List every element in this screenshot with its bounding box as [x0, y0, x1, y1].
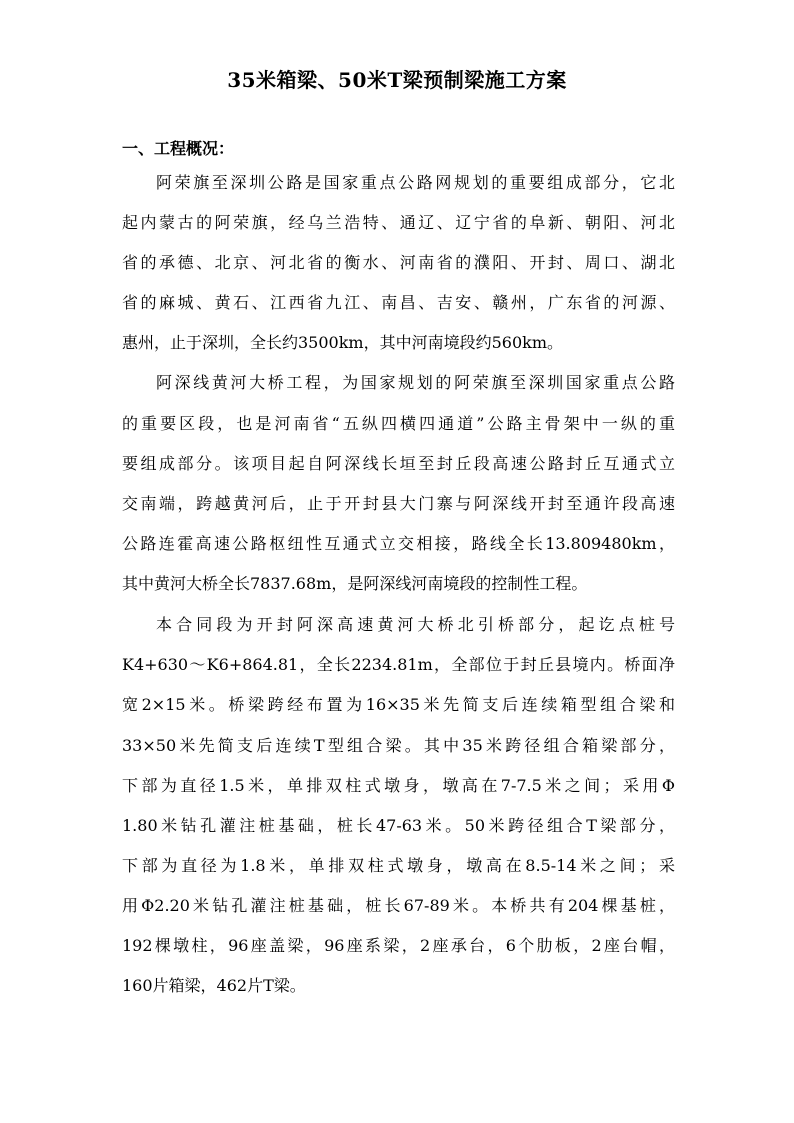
document-title: 35米箱梁、50米T梁预制梁施工方案 — [227, 68, 567, 92]
paragraph-3-line-10: 160片箱梁，462片T梁。 — [122, 976, 306, 995]
paragraph-2-line-3: 要组成部分。该项目起自阿深线长垣至封丘段高速公路封丘互通式立 — [122, 454, 675, 473]
paragraph-1-line-3: 省的承德、北京、河北省的衡水、河南省的濮阳、开封、周口、湖北 — [122, 253, 675, 272]
paragraph-1-line-4: 省的麻城、黄石、江西省九江、南昌、吉安、赣州，广东省的河源、 — [122, 293, 675, 312]
paragraph-1-line-1: 阿荣旗至深圳公路是国家重点公路网规划的重要组成部分，它北 — [156, 173, 675, 192]
paragraph-2-line-2: 的重要区段，也是河南省“五纵四横四通道”公路主骨架中一纵的重 — [122, 414, 675, 433]
paragraph-1-line-2: 起内蒙古的阿荣旗，经乌兰浩特、通辽、辽宁省的阜新、朝阳、河北 — [122, 213, 675, 232]
paragraph-3-line-8: 用Φ2.20米钻孔灌注桩基础，桩长67-89米。本桥共有204棵基桩， — [122, 896, 675, 915]
section-heading: 一、工程概况： — [122, 139, 235, 158]
paragraph-3-line-9: 192棵墩柱，96座盖梁，96座系梁，2座承台，6个肋板，2座台帽， — [122, 936, 675, 955]
paragraph-3-line-3: 宽2×15米。桥梁跨经布置为16×35米先简支后连续箱型组合梁和 — [122, 695, 675, 714]
paragraph-2-line-1: 阿深线黄河大桥工程，为国家规划的阿荣旗至深圳国家重点公路 — [156, 373, 675, 392]
paragraph-3-line-4: 33×50米先简支后连续T型组合梁。其中35米跨径组合箱梁部分， — [122, 736, 675, 755]
paragraph-3-line-6: 1.80米钻孔灌注桩基础，桩长47-63米。50米跨径组合T梁部分， — [122, 816, 675, 835]
paragraph-2-line-4: 交南端，跨越黄河后，止于开封县大门寨与阿深线开封至通许段高速 — [122, 494, 675, 513]
paragraph-1-line-5: 惠州，止于深圳，全长约3500km，其中河南境段约560km。 — [122, 333, 563, 352]
paragraph-3-line-7: 下部为直径为1.8米，单排双柱式墩身，墩高在8.5-14米之间；采 — [122, 856, 675, 875]
paragraph-3-line-2: K4+630～K6+864.81，全长2234.81m，全部位于封丘县境内。桥面净 — [122, 655, 675, 674]
paragraph-2-line-5: 公路连霍高速公路枢纽性互通式立交相接，路线全长13.809480km， — [122, 534, 675, 553]
paragraph-3-line-5: 下部为直径1.5米，单排双柱式墩身，墩高在7-7.5米之间；采用Φ — [122, 776, 675, 795]
paragraph-3-line-1: 本合同段为开封阿深高速黄河大桥北引桥部分，起讫点桩号 — [156, 615, 675, 634]
paragraph-2-line-6: 其中黄河大桥全长7837.68m，是阿深线河南境段的控制性工程。 — [122, 574, 588, 593]
